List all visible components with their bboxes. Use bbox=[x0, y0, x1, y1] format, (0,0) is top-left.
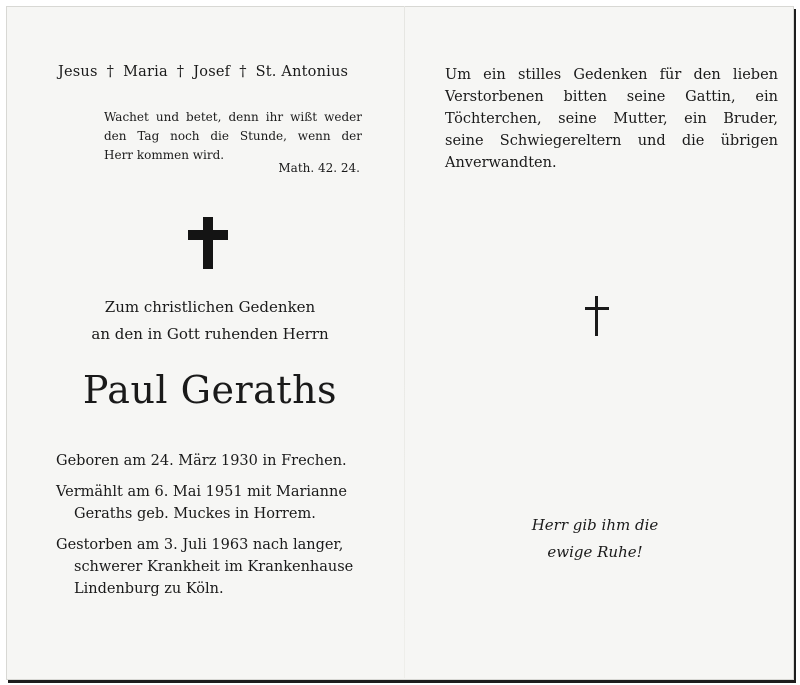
mourners-line: Anverwandten. bbox=[445, 155, 557, 171]
mourners-line: Um ein stilles Gedenken für den lieben bbox=[445, 67, 778, 83]
married-line: Geraths geb. Muckes in Horrem. bbox=[74, 506, 316, 522]
saint-josef: Josef bbox=[193, 64, 231, 80]
memorial-text bbox=[60, 294, 360, 348]
deceased-name: Paul Geraths bbox=[82, 368, 338, 412]
memorial-line: an den in Gott ruhenden Herrn bbox=[91, 325, 329, 343]
bible-verse bbox=[104, 108, 362, 165]
dagger-icon: † bbox=[239, 64, 247, 80]
mourners-line: Töchterchen, seine Mutter, ein Bruder, bbox=[445, 111, 778, 127]
large-cross-icon bbox=[188, 217, 228, 269]
verse-line: Wachet und betet, denn ihr wißt weder bbox=[104, 110, 362, 124]
verse-line: den Tag noch die Stunde, wenn der bbox=[104, 129, 362, 143]
married-line: Vermählt am 6. Mai 1951 mit Marianne bbox=[56, 484, 347, 500]
died-line: Gestorben am 3. Juli 1963 nach langer, bbox=[56, 537, 344, 553]
saints-line bbox=[58, 64, 368, 80]
mourners-line: seine Schwiegereltern und die übrigen bbox=[445, 133, 778, 149]
card-fold bbox=[404, 6, 405, 678]
saint-maria: Maria bbox=[123, 64, 168, 80]
prayer-line: ewige Ruhe! bbox=[547, 543, 643, 561]
dagger-icon: † bbox=[176, 64, 185, 80]
dagger-icon: † bbox=[106, 64, 115, 80]
died-line: Lindenburg zu Köln. bbox=[74, 581, 224, 597]
died-line: schwerer Krankheit im Krankenhause bbox=[74, 559, 354, 575]
saint-antonius: St. Antonius bbox=[255, 64, 349, 80]
prayer-line: Herr gib ihm die bbox=[531, 516, 659, 534]
born-date bbox=[56, 450, 366, 472]
died-date bbox=[56, 534, 366, 600]
saint-jesus: Jesus bbox=[58, 64, 98, 80]
mourners-line: Verstorbenen bitten seine Gattin, ein bbox=[445, 89, 778, 105]
memorial-line: Zum christlichen Gedenken bbox=[104, 298, 316, 316]
mourners-text bbox=[445, 64, 778, 174]
prayer-text bbox=[480, 512, 710, 566]
married-date bbox=[56, 481, 366, 525]
small-cross-icon bbox=[585, 296, 609, 336]
verse-source: Math. 42. 24. bbox=[278, 161, 360, 175]
verse-line: Herr kommen wird. bbox=[104, 148, 225, 162]
born-line: Geboren am 24. März 1930 in Frechen. bbox=[56, 453, 347, 469]
